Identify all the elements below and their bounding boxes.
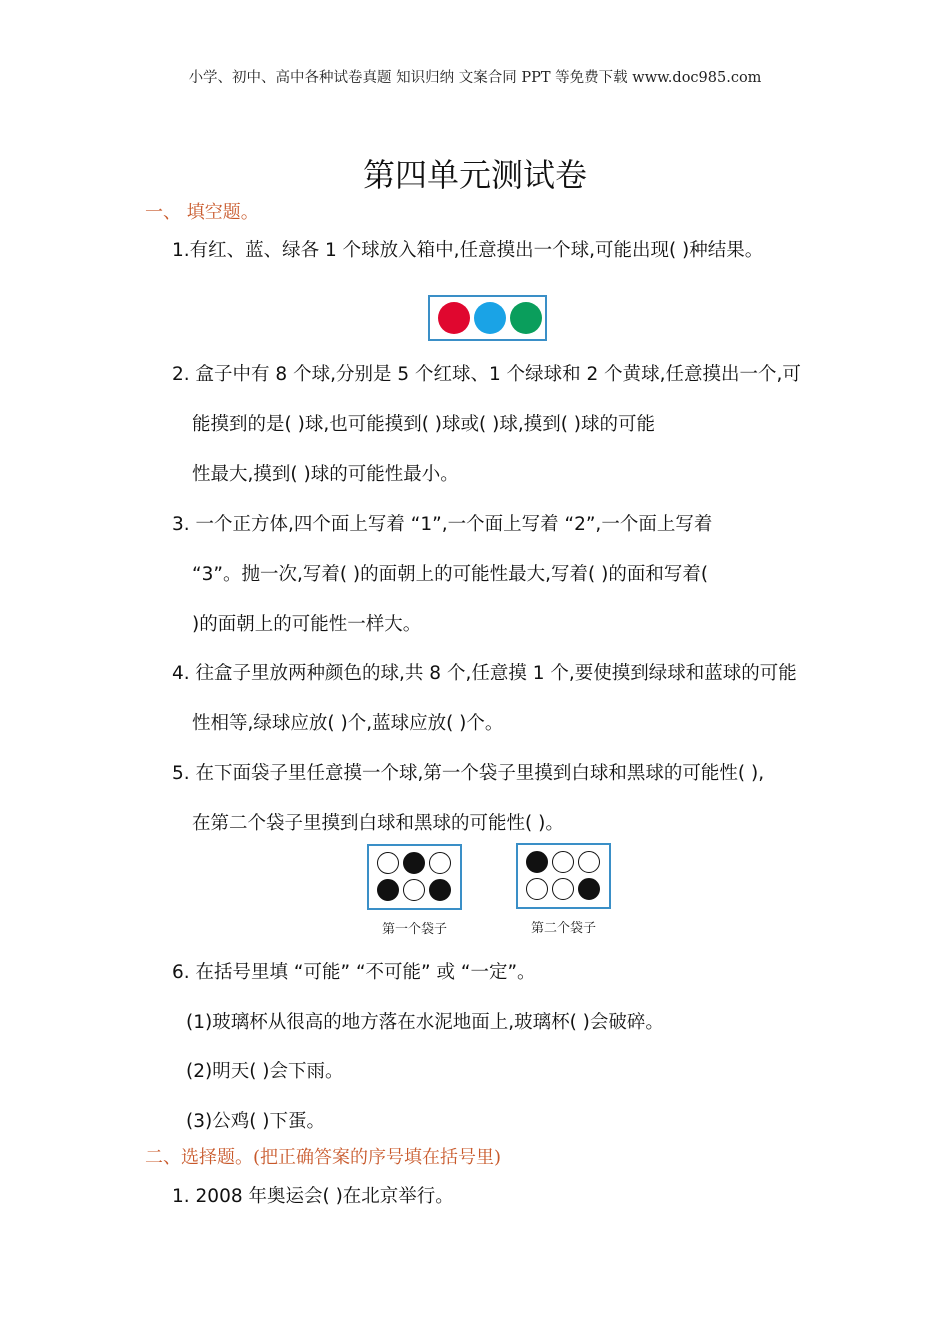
white-marble [403,879,425,901]
question-5-line-1: 5. 在下面袋子里任意摸一个球,第一个袋子里摸到白球和黑球的可能性( ), [172,763,765,784]
red-ball [438,302,470,334]
black-marble [578,878,600,900]
color-balls-figure [428,295,547,341]
question-6-item-3: (3)公鸡( )下蛋。 [186,1111,326,1132]
question-2-line-1: 2. 盒子中有 8 个球,分别是 5 个红球、1 个绿球和 2 个黄球,任意摸出一个,可 [172,364,801,385]
white-marble [526,878,548,900]
blue-ball [474,302,506,334]
black-marble [526,851,548,873]
choice-question-1: 1. 2008 年奥运会( )在北京举行。 [172,1186,454,1207]
bag-2-caption: 第二个袋子 [530,921,596,936]
question-4-line-2: 性相等,绿球应放( )个,蓝球应放( )个。 [192,713,504,734]
section-choice-heading: 二、选择题。(把正确答案的序号填在括号里) [145,1147,502,1168]
white-marble [429,852,451,874]
page-title: 第四单元测试卷 [362,156,587,194]
question-6: 6. 在括号里填 “可能” “不可能” 或 “一定”。 [172,962,536,983]
black-marble [403,852,425,874]
page-header: 小学、初中、高中各种试卷真题 知识归纳 文案合同 PPT 等免费下载 www.doc985.com [188,70,762,86]
bag-1-caption: 第一个袋子 [381,922,447,937]
black-marble [429,879,451,901]
white-marble [552,851,574,873]
question-3-line-3: )的面朝上的可能性一样大。 [192,614,422,635]
white-marble [377,852,399,874]
white-marble [552,878,574,900]
white-marble [578,851,600,873]
question-1: 1.有红、蓝、绿各 1 个球放入箱中,任意摸出一个球,可能出现( )种结果。 [172,240,764,261]
question-4-line-1: 4. 往盒子里放两种颜色的球,共 8 个,任意摸 1 个,要使摸到绿球和蓝球的可能 [172,663,797,684]
question-3-line-1: 3. 一个正方体,四个面上写着 “1”,一个面上写着 “2”,一个面上写着 [172,514,713,535]
black-marble [377,879,399,901]
question-2-line-2: 能摸到的是( )球,也可能摸到( )球或( )球,摸到( )球的可能 [192,414,656,435]
question-2-line-3: 性最大,摸到( )球的可能性最小。 [192,464,459,485]
question-6-item-2: (2)明天( )会下雨。 [186,1061,344,1082]
question-3-line-2: “3”。抛一次,写着( )的面朝上的可能性最大,写着( )的面和写着( [192,564,709,585]
bag-1-figure [367,844,462,910]
question-5-line-2: 在第二个袋子里摸到白球和黑球的可能性( )。 [192,813,564,834]
question-6-item-1: (1)玻璃杯从很高的地方落在水泥地面上,玻璃杯( )会破碎。 [186,1012,664,1033]
bag-2-figure [516,843,611,909]
section-fill-in-heading: 一、 填空题。 [145,202,259,223]
green-ball [510,302,542,334]
